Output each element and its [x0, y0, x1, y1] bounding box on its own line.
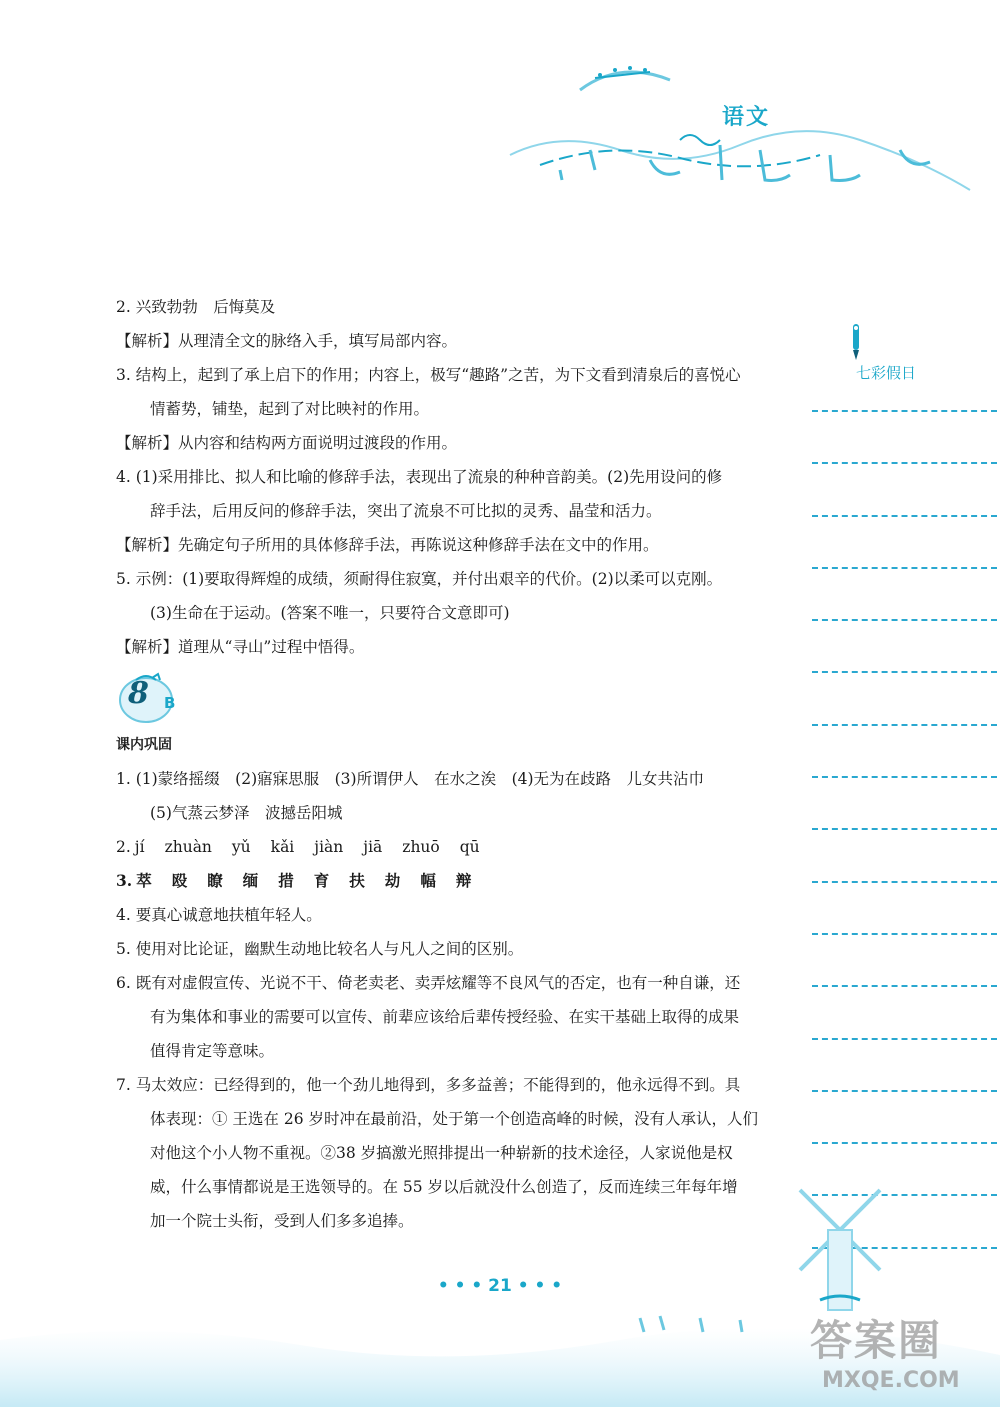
note-line	[812, 1090, 997, 1092]
answer-line: 值得肯定等意味。	[150, 1042, 275, 1060]
answer-line: 【解析】先确定句子所用的具体修辞手法，再陈说这种修辞手法在文中的作用。	[116, 536, 659, 554]
answer-line: 加一个院士头衔，受到人们多多追捧。	[150, 1212, 414, 1230]
note-lines	[812, 410, 997, 1299]
answer-line: 有为集体和事业的需要可以宣传、前辈应该给后辈传授经验、在实干基础上取得的成果	[150, 1008, 740, 1026]
answer-char: 育	[313, 871, 330, 890]
answer-line: (3)生命在于运动。(答案不唯一，只要符合文意即可)	[150, 604, 510, 622]
note-line	[812, 881, 997, 883]
note-line	[812, 515, 997, 517]
note-line	[812, 724, 997, 726]
note-line	[812, 410, 997, 412]
windmill-icon	[760, 1170, 920, 1320]
answer-char: 萃	[136, 871, 152, 890]
chars-row	[116, 864, 756, 898]
pinyin-row-label: 2.	[116, 838, 131, 856]
answer-line: 对他这个小人物不重视。②38 岁搞激光照排提出一种崭新的技术途径，人家说他是权	[150, 1144, 733, 1162]
note-line	[812, 828, 997, 830]
note-line	[812, 462, 997, 464]
answer-char: 幅	[420, 871, 436, 890]
answer-char: 瞭	[207, 871, 223, 890]
pinyin-syllable: yǔ	[231, 838, 251, 856]
note-line	[812, 619, 997, 621]
answer-line: (5)气蒸云梦泽 波撼岳阳城	[150, 804, 343, 822]
answer-line: 3. 结构上，起到了承上启下的作用；内容上，极写“趣路”之苦，为下文看到清泉后的喜悦心	[116, 366, 741, 384]
answer-line: 【解析】从理清全文的脉络入手，填写局部内容。	[116, 332, 458, 350]
answer-items-2	[116, 898, 759, 1238]
answer-char: 劫	[384, 871, 401, 890]
page-number: • • • 21 • • •	[437, 1276, 563, 1296]
note-line	[812, 933, 997, 935]
answer-line: 体表现：① 王选在 26 岁时冲在最前沿，处于第一个创造高峰的时候，没有人承认，人们	[150, 1110, 759, 1128]
section-title: 课内巩固	[116, 737, 172, 753]
note-line	[812, 776, 997, 778]
answer-line: 威，什么事情都说是王选领导的。在 55 岁以后就没什么创造了，反而连续三年每年增	[150, 1178, 738, 1196]
watermark-cn: 答案圈	[810, 1316, 943, 1365]
answer-line: 5. 示例：(1)要取得辉煌的成绩，须耐得住寂寞，并付出艰辛的代价。(2)以柔可以克刚。	[116, 570, 723, 588]
answer-line: 1. (1)蒙络摇缀 (2)寤寐思服 (3)所谓伊人 在水之涘 (4)无为在歧路 儿女共沾巾	[116, 770, 705, 788]
answer-line: 7. 马太效应：已经得到的，他一个劲儿地得到，多多益善；不能得到的，他永远得不到。具	[116, 1076, 741, 1094]
note-line	[812, 1038, 997, 1040]
section-badge	[116, 670, 196, 726]
note-line	[812, 567, 997, 569]
answer-blocks	[116, 290, 756, 664]
answer-char: 缅	[242, 871, 259, 890]
note-line	[812, 671, 997, 673]
watermark-url: MXQE.COM	[822, 1368, 960, 1393]
pinyin-syllable: jiàn	[314, 838, 344, 856]
watermark	[800, 1300, 990, 1400]
pinyin-syllable: jí	[134, 838, 145, 856]
answer-line: 【解析】道理从“寻山”过程中悟得。	[116, 638, 365, 656]
subject-title: 语文	[722, 105, 771, 130]
answer-line: 2. 兴致勃勃 后悔莫及	[116, 298, 276, 316]
answer-items	[116, 762, 756, 830]
answer-line: 情蓄势，铺垫，起到了对比映衬的作用。	[150, 400, 430, 418]
answer-line: 【解析】从内容和结构两方面说明过渡段的作用。	[116, 434, 458, 452]
pinyin-row	[116, 830, 756, 864]
note-line	[812, 985, 997, 987]
answer-line: 6. 既有对虚假宣传、光说不干、倚老卖老、卖弄炫耀等不良风气的否定，也有一种自谦，还	[116, 974, 741, 992]
answer-char: 辩	[455, 871, 472, 890]
sidebar-label: 七彩假日	[856, 364, 917, 382]
answer-line: 辞手法，后用反问的修辞手法，突出了流泉不可比拟的灵秀、晶莹和活力。	[150, 502, 662, 520]
section-number: 8	[128, 676, 149, 711]
note-line	[812, 1142, 997, 1144]
answer-char: 措	[278, 871, 294, 890]
pinyin-syllable: jiā	[363, 838, 383, 856]
answer-char: 扶	[349, 871, 365, 890]
answer-line: 4. (1)采用排比、拟人和比喻的修辞手法，表现出了流泉的种种音韵美。(2)先用设问的修	[116, 468, 723, 486]
section-letter: B	[164, 694, 176, 712]
pinyin-syllable: qū	[459, 838, 480, 856]
chars-row-label: 3.	[116, 871, 133, 890]
answer-char: 殴	[171, 871, 188, 890]
answer-line: 5. 使用对比论证，幽默生动地比较名人与凡人之间的区别。	[116, 940, 524, 958]
answer-line: 4. 要真心诚意地扶植年轻人。	[116, 906, 322, 924]
answer-content	[116, 290, 759, 1238]
pinyin-syllable: zhuō	[402, 838, 440, 856]
pinyin-syllable: zhuàn	[164, 838, 212, 856]
pinyin-syllable: kǎi	[270, 838, 295, 856]
pen-icon	[846, 322, 868, 362]
